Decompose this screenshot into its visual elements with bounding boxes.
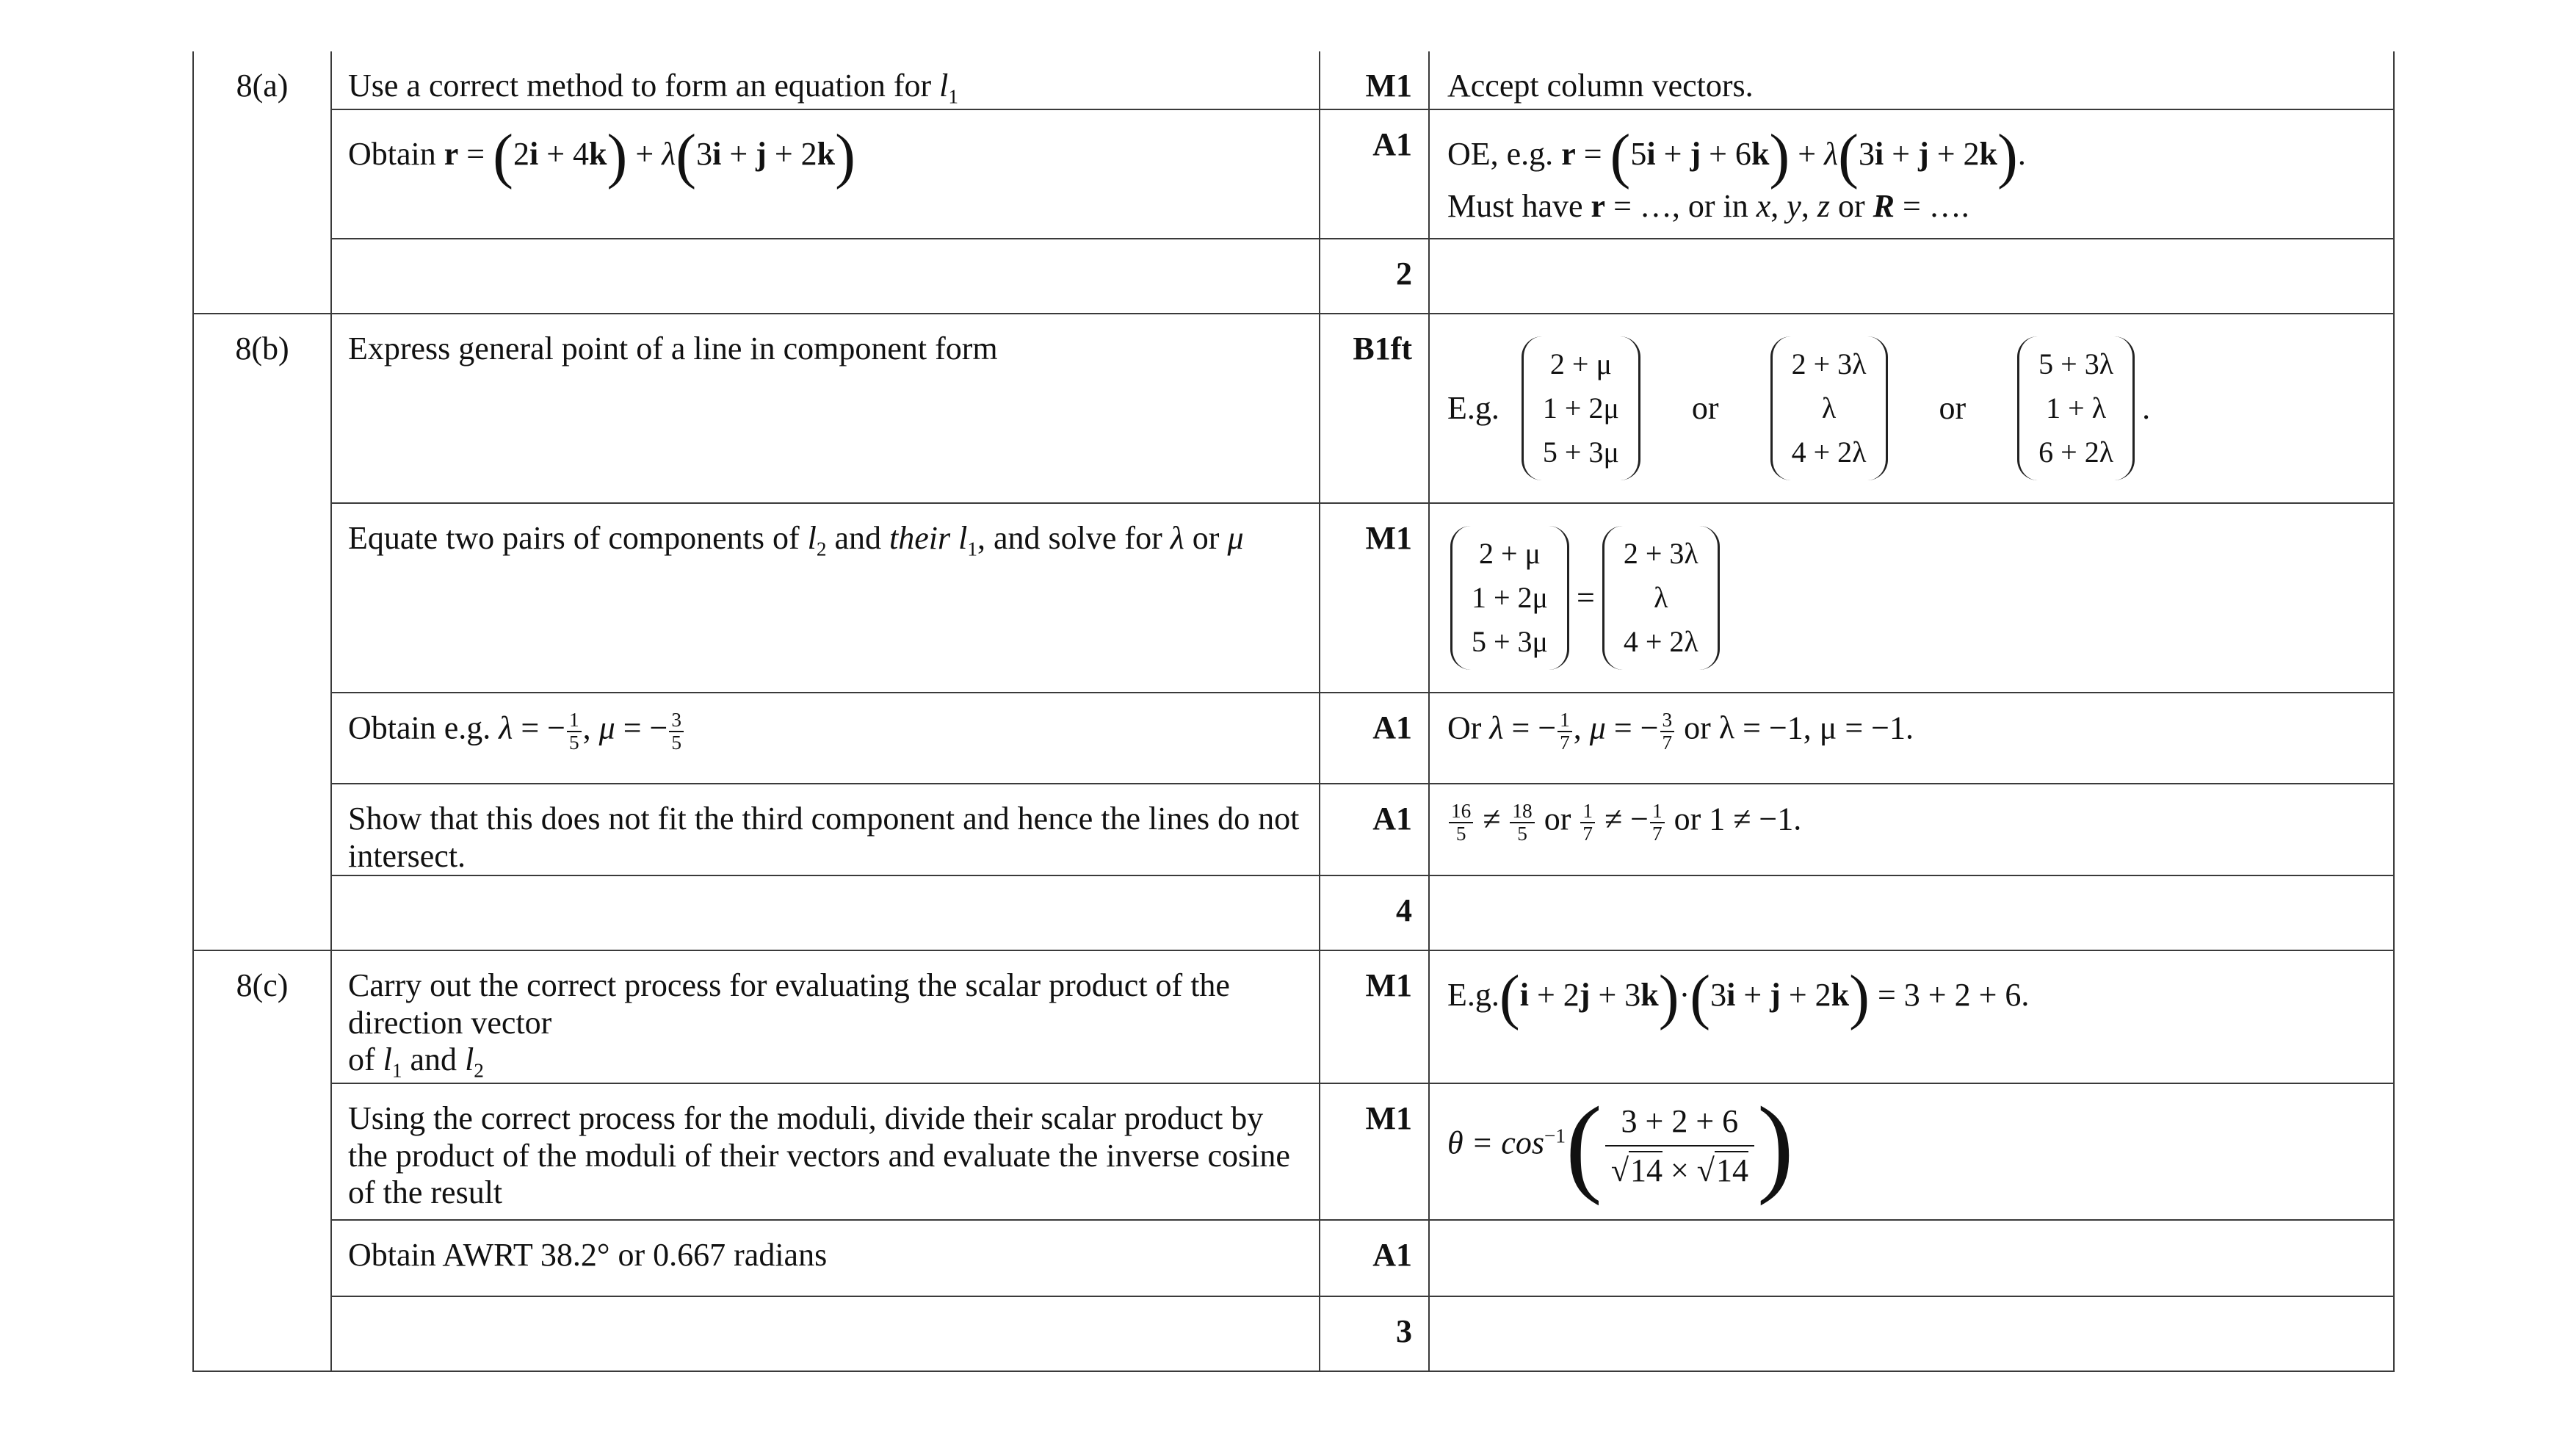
mark-scheme-table bbox=[192, 51, 2395, 1372]
question-number-8a: 8(a) bbox=[193, 51, 331, 314]
table-row bbox=[193, 1083, 2394, 1220]
total-mark-8a: 2 bbox=[1320, 239, 1429, 314]
mark-cell: A1 bbox=[1320, 109, 1429, 239]
equation-alt: r = (5i + j + 6k) + λ(3i + j + 2k). bbox=[1561, 122, 2026, 190]
guidance-cell: E.g.(i + 2j + 3k)·(3i + j + 2k) = 3 + 2 + 6. bbox=[1429, 950, 2394, 1083]
answer-cell: Equate two pairs of components of $l_2$ and their $l_1$, and solve for λ or μ bbox=[331, 503, 1320, 693]
table-row bbox=[193, 784, 2394, 875]
answer-cell: Using the correct process for the moduli, divide their scalar product by the product of the moduli of their vectors and evaluate the inverse cosine of the result bbox=[331, 1083, 1320, 1220]
mark-cell: A1 bbox=[1320, 693, 1429, 784]
guidance-cell: E.g. 2 + μ 1 + 2μ 5 + 3μ or 2 + 3λ λ 4 + 2λ or 5 + 3λ 1 + λ 6 + 2λ . bbox=[1429, 314, 2394, 503]
question-number-8b: 8(b) bbox=[193, 314, 331, 950]
mark-cell: M1 bbox=[1320, 950, 1429, 1083]
column-vector: 5 + 3λ 1 + λ 6 + 2λ bbox=[2017, 336, 2135, 480]
equation-l1: r = (2i + 4k) + λ(3i + j + 2k) bbox=[444, 122, 855, 190]
mark-cell: M1 bbox=[1320, 51, 1429, 109]
answer-cell: Obtain e.g. λ = − $\frac{1}{5}$ , μ = − $\frac{3}{5}$ bbox=[331, 693, 1320, 784]
mark-cell: A1 bbox=[1320, 1220, 1429, 1296]
table-row bbox=[193, 503, 2394, 693]
answer-cell: Obtain AWRT 38.2° or 0.667 radians bbox=[331, 1220, 1320, 1296]
column-vector: 2 + μ 1 + 2μ 5 + 3μ bbox=[1450, 526, 1569, 670]
answer-cell: Express general point of a line in component form bbox=[331, 314, 1320, 503]
table-row bbox=[193, 314, 2394, 503]
table-row bbox=[193, 1296, 2394, 1371]
column-vector: 2 + 3λ λ 4 + 2λ bbox=[1770, 336, 1888, 480]
mark-cell: M1 bbox=[1320, 1083, 1429, 1220]
total-mark-8b: 4 bbox=[1320, 875, 1429, 950]
guidance-cell: 2 + μ 1 + 2μ 5 + 3μ = 2 + 3λ λ 4 + 2λ bbox=[1429, 503, 2394, 693]
column-vector: 2 + 3λ λ 4 + 2λ bbox=[1602, 526, 1720, 670]
answer-cell: Obtain r = (2i + 4k) + λ(3i + j + 2k) bbox=[331, 109, 1320, 239]
table-row bbox=[193, 693, 2394, 784]
table-row bbox=[193, 109, 2394, 239]
guidance-cell: OE, e.g. r = (5i + j + 6k) + λ(3i + j + 2k). Must have r = …, or in x, y, z or R = …. bbox=[1429, 109, 2394, 239]
mark-cell: A1 bbox=[1320, 784, 1429, 875]
table-row bbox=[193, 875, 2394, 950]
table-row bbox=[193, 950, 2394, 1083]
answer-cell: Carry out the correct process for evaluating the scalar product of the direction vector of $l_1$ and $l_2$ bbox=[331, 950, 1320, 1083]
mark-cell: B1ft bbox=[1320, 314, 1429, 503]
guidance-cell: $\frac{16}{5}$ ≠ $\frac{18}{5}$ or $\frac{1}{7}$ ≠ − $\frac{1}{7}$ or 1 ≠ −1. bbox=[1429, 784, 2394, 875]
guidance-cell: $\theta = \cos^{-1}$( $\frac{3 + 2 + 6}{√14 \times √14}$ ) bbox=[1429, 1083, 2394, 1220]
mark-cell: M1 bbox=[1320, 503, 1429, 693]
guidance-cell: Or λ = − $\frac{1}{7}$ , μ = − $\frac{3}{7}$ or λ = −1, μ = −1. bbox=[1429, 693, 2394, 784]
answer-cell: Use a correct method to form an equation for $l_1$ bbox=[331, 51, 1320, 109]
table-row bbox=[193, 239, 2394, 314]
total-mark-8c: 3 bbox=[1320, 1296, 1429, 1371]
column-vector: 2 + μ 1 + 2μ 5 + 3μ bbox=[1522, 336, 1640, 480]
guidance-cell: Accept column vectors. bbox=[1429, 51, 2394, 109]
question-number-8c: 8(c) bbox=[193, 950, 331, 1371]
table-row bbox=[193, 51, 2394, 109]
answer-cell: Show that this does not fit the third component and hence the lines do not intersect. bbox=[331, 784, 1320, 875]
table-row bbox=[193, 1220, 2394, 1296]
